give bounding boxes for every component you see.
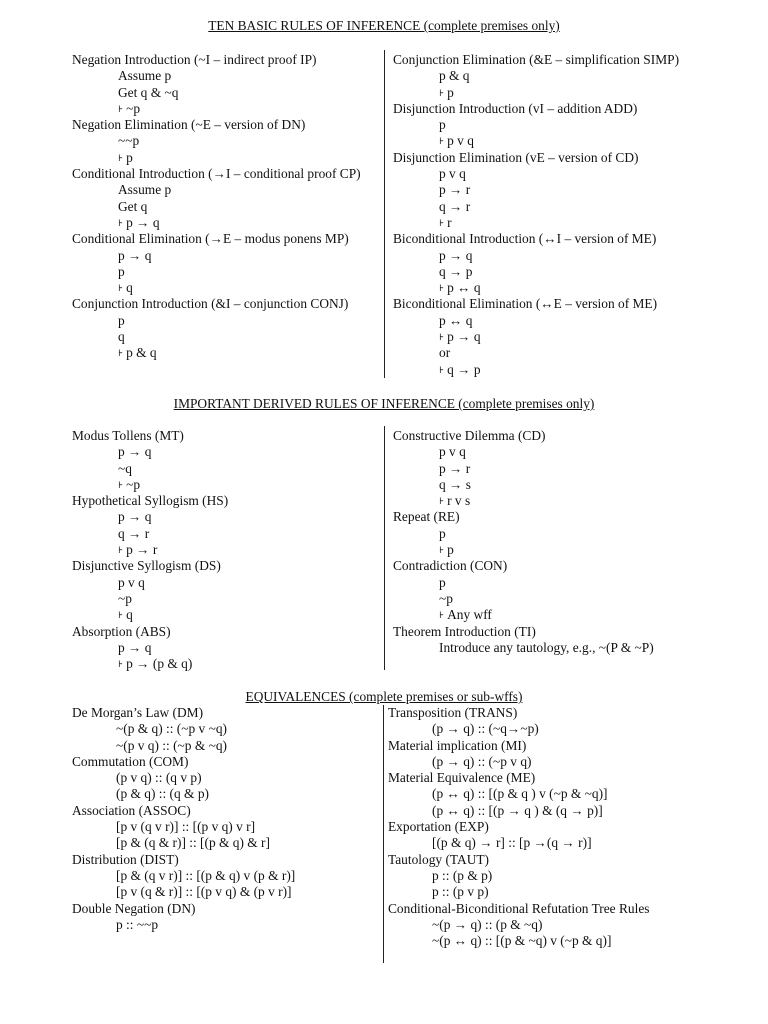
line-text: p v q [118,574,145,590]
line-text: p ↔ q [439,312,473,328]
rule-heading [72,117,361,133]
line-text: q [126,607,133,623]
turnstile-symbol: ⊦ [439,283,445,294]
line-text: p → q [118,247,152,263]
formula-line [72,68,361,84]
line-text: p [447,84,454,100]
formula-line [393,313,679,329]
line-text: Conditional-Biconditional Refutation Tree Rules [388,900,650,916]
turnstile-symbol: ⊦ [439,136,445,147]
line-text: Disjunction Elimination (vE – version of CD) [393,149,639,165]
formula-line [72,917,295,933]
line-text: p → (p & q) [126,656,193,672]
line-text: q → r [118,525,150,541]
turnstile-symbol: ⊦ [118,152,124,163]
line-text: p :: (p v p) [432,884,489,900]
formula-line [393,199,679,215]
formula-line [72,133,361,149]
rule-heading [388,770,649,786]
derived-rules-right-column [393,428,654,656]
turnstile-symbol: ⊦ [118,217,124,228]
formula-line [72,199,361,215]
line-text: Conjunction Elimination (&E – simplification SIMP) [393,52,680,67]
line-text: Repeat (RE) [393,509,460,525]
rule-heading [393,624,654,640]
line-text: Introduce any tautology, e.g., ~(P & ~P) [439,639,654,655]
formula-line [393,248,679,264]
line-text: p → r [439,182,471,198]
formula-line [72,656,228,672]
line-text: p :: (p & p) [432,867,493,883]
formula-line [393,640,654,656]
line-text: Association (ASSOC) [72,802,191,818]
rule-heading [72,428,228,444]
line-text: Material Equivalence (ME) [388,770,536,786]
turnstile-symbol: ⊦ [439,610,445,621]
rule-heading [393,52,679,68]
line-text: Get q & ~q [118,84,179,100]
rule-heading [388,852,649,868]
line-text: Biconditional Elimination (↔E – version of ME) [393,296,658,312]
rule-heading [388,901,649,917]
rule-heading [388,819,649,835]
line-text: (p ↔ q) :: [(p & q ) v (~p & ~q)] [432,786,608,802]
line-text: ~(p & q) :: (~p v ~q) [116,721,227,737]
formula-line [72,85,361,101]
turnstile-symbol: ⊦ [118,348,124,359]
line-text: Distribution (DIST) [72,851,179,867]
rule-heading [72,852,295,868]
line-text: [p v (q & r)] :: [(p v q) & (p v r)] [116,884,292,900]
formula-line [388,835,649,851]
line-text: p [447,542,454,558]
turnstile-symbol: ⊦ [118,659,124,670]
section-title-derived-rules: IMPORTANT DERIVED RULES OF INFERENCE (complete premises only) [173,396,595,411]
formula-line [393,182,679,198]
line-text: p & q [439,68,470,84]
turnstile-symbol: ⊦ [439,332,445,343]
turnstile-symbol: ⊦ [118,283,124,294]
line-text: Hypothetical Syllogism (HS) [72,493,229,509]
rule-heading [393,150,679,166]
line-text: ~p [126,476,141,492]
equivalences-left-column [72,705,295,933]
line-text: p → q [126,214,160,230]
line-text: p & q [126,345,157,361]
line-text: Contradiction (CON) [393,558,508,574]
line-text: q → p [447,361,481,377]
line-text: (p & q) :: (q & p) [116,786,209,802]
line-text: Commutation (COM) [72,753,189,769]
line-text: ~p [439,590,453,606]
formula-line [388,721,649,737]
formula-line [72,182,361,198]
formula-line [72,868,295,884]
line-text: p → q [118,444,152,460]
line-text: Tautology (TAUT) [388,851,489,867]
rule-heading [72,231,361,247]
formula-line [393,68,679,84]
turnstile-symbol: ⊦ [118,610,124,621]
turnstile-symbol: ⊦ [118,103,124,114]
line-text: p [126,149,133,165]
formula-line [72,313,361,329]
line-text: q → p [439,263,473,279]
basic-rules-left-column [72,52,361,362]
formula-line [72,835,295,851]
line-text: Transposition (TRANS) [388,705,518,720]
rule-heading [393,296,679,312]
line-text: Biconditional Introduction (↔I – version of ME) [393,231,657,247]
line-text: p → r [126,542,158,558]
equivalences-right-column [388,705,649,949]
rule-heading [388,705,649,721]
rule-heading [72,558,228,574]
line-text: Conditional Elimination (→E – modus ponens MP) [72,231,349,247]
line-text: Negation Introduction (~I – indirect proof IP) [72,52,317,67]
line-text: Theorem Introduction (TI) [393,623,536,639]
line-text: Exportation (EXP) [388,819,489,835]
line-text: q [118,329,125,345]
line-text: p :: ~~p [116,916,159,932]
line-text: r v s [447,493,471,509]
line-text: p → q [439,247,473,263]
formula-line [393,280,679,296]
formula-line [393,264,679,280]
line-text: Material implication (MI) [388,737,527,753]
line-text: p v q [439,444,466,460]
line-text: [p & (q & r)] :: [(p & q) & r] [116,835,270,851]
formula-line [393,607,654,623]
turnstile-symbol: ⊦ [439,364,445,375]
line-text: p → q [118,639,152,655]
section-title-basic-rules: TEN BASIC RULES OF INFERENCE (complete premises only) [208,18,560,33]
line-text: [p v (q v r)] :: [(p v q) v r] [116,819,256,835]
line-text: Get q [118,198,148,214]
formula-line [72,101,361,117]
formula-line [393,362,679,378]
line-text: ~(p → q) :: (p & ~q) [432,916,543,932]
formula-line [72,721,295,737]
rule-heading [72,754,295,770]
formula-line [72,607,228,623]
rule-heading [388,738,649,754]
formula-line [72,280,361,296]
formula-line [72,819,295,835]
rule-heading [72,296,361,312]
column-divider [383,705,384,963]
column-divider [384,50,385,378]
line-text: Disjunction Introduction (vI – addition ADD) [393,100,638,116]
formula-line [72,526,228,542]
line-text: Disjunctive Syllogism (DS) [72,558,221,574]
rule-heading [72,803,295,819]
rule-heading [72,624,228,640]
line-text: p [439,574,446,590]
rule-heading [72,166,361,182]
formula-line [393,493,654,509]
line-text: p [118,312,125,328]
line-text: Any wff [447,607,492,623]
formula-line [393,461,654,477]
rule-heading [393,509,654,525]
rule-heading [393,428,654,444]
formula-line [72,248,361,264]
line-text: Modus Tollens (MT) [72,428,184,443]
line-text: or [439,345,451,361]
line-text: Constructive Dilemma (CD) [393,428,546,443]
line-text: q [126,280,133,296]
formula-line [388,803,649,819]
formula-line [72,215,361,231]
line-text: p v q [439,166,466,182]
formula-line [72,264,361,280]
line-text: Assume p [118,68,172,84]
rule-heading [393,101,679,117]
formula-line [72,345,361,361]
formula-line [72,786,295,802]
formula-line [388,868,649,884]
line-text: (p v q) :: (q v p) [116,770,202,786]
formula-line [72,591,228,607]
formula-line [72,640,228,656]
turnstile-symbol: ⊦ [439,87,445,98]
formula-line [72,461,228,477]
column-divider [384,426,385,670]
derived-rules-left-column [72,428,228,672]
turnstile-symbol: ⊦ [439,545,445,556]
formula-line [388,786,649,802]
formula-line [72,150,361,166]
formula-line [72,738,295,754]
turnstile-symbol: ⊦ [439,217,445,228]
formula-line [393,329,679,345]
line-text: q → s [439,476,471,492]
formula-line [393,117,679,133]
line-text: ~~p [118,133,140,149]
formula-line [393,575,654,591]
formula-line [72,770,295,786]
line-text: p → r [439,460,471,476]
line-text: ~(p v q) :: (~p & ~q) [116,737,227,753]
line-text: r [447,214,452,230]
formula-line [393,526,654,542]
line-text: ~q [118,460,132,476]
line-text: p → q [447,329,481,345]
line-text: [p & (q v r)] :: [(p & q) v (p & r)] [116,867,296,883]
formula-line [393,591,654,607]
rule-heading [72,52,361,68]
line-text: q → r [439,198,471,214]
line-text: p [439,525,446,541]
basic-rules-right-column [393,52,679,378]
line-text: De Morgan’s Law (DM) [72,705,204,720]
line-text: Conjunction Introduction (&I – conjunction CONJ) [72,296,349,312]
formula-line [72,509,228,525]
line-text: [(p & q) → r] :: [p →(q → r)] [432,835,592,851]
line-text: (p → q) :: (~q→~p) [432,721,539,737]
formula-line [72,884,295,900]
formula-line [388,933,649,949]
line-text: p v q [447,133,474,149]
formula-line [393,215,679,231]
rule-heading [72,705,295,721]
formula-line [393,345,679,361]
formula-line [72,542,228,558]
formula-line [393,85,679,101]
turnstile-symbol: ⊦ [118,545,124,556]
line-text: Assume p [118,182,172,198]
formula-line [393,444,654,460]
line-text: (p → q) :: (~p v q) [432,753,532,769]
line-text: Negation Elimination (~E – version of DN) [72,117,306,133]
formula-line [72,575,228,591]
formula-line [388,884,649,900]
formula-line [388,754,649,770]
formula-line [388,917,649,933]
formula-line [393,166,679,182]
line-text: ~(p ↔ q) :: [(p & ~q) v (~p & q)] [432,933,612,949]
rule-heading [72,901,295,917]
line-text: Double Negation (DN) [72,900,196,916]
rule-heading [393,231,679,247]
line-text: Absorption (ABS) [72,623,171,639]
section-title-equivalences: EQUIVALENCES (complete premises or sub-wffs) [245,689,523,704]
line-text: p [439,117,446,133]
rule-heading [72,493,228,509]
line-text: (p ↔ q) :: [(p → q ) & (q → p)] [432,802,603,818]
line-text: p [118,263,125,279]
turnstile-symbol: ⊦ [118,479,124,490]
rule-heading [393,558,654,574]
line-text: p ↔ q [447,280,481,296]
formula-line [72,477,228,493]
line-text: ~p [118,590,132,606]
turnstile-symbol: ⊦ [439,496,445,507]
line-text: ~p [126,100,141,116]
line-text: p → q [118,509,152,525]
line-text: Conditional Introduction (→I – conditional proof CP) [72,166,361,182]
formula-line [393,542,654,558]
formula-line [72,329,361,345]
formula-line [393,477,654,493]
formula-line [393,133,679,149]
formula-line [72,444,228,460]
